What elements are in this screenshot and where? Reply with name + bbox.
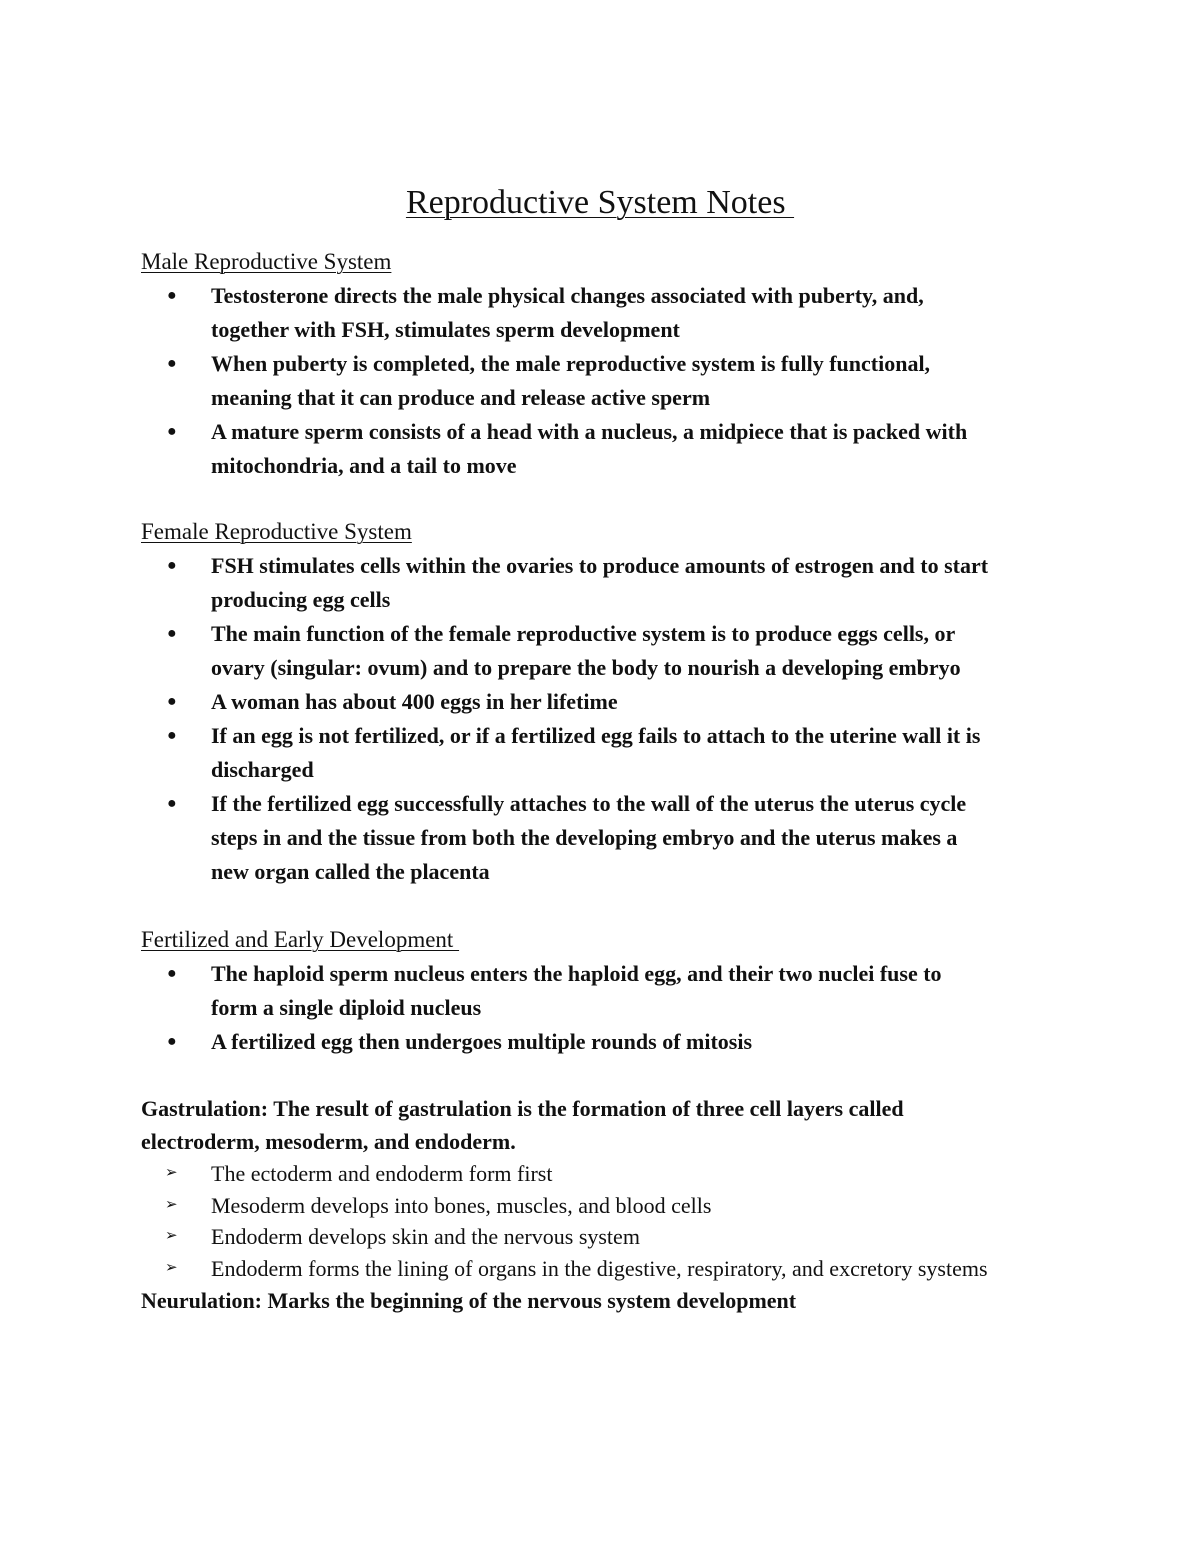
- section-heading: Fertilized and Early Development: [141, 927, 460, 952]
- list-item: [141, 719, 988, 787]
- line: discharged: [211, 757, 314, 782]
- list-item: [141, 279, 967, 347]
- list-item: ➢ Endoderm forms the lining of organs in the digestive, respiratory, and excretory systems: [141, 1253, 988, 1285]
- list-item: [141, 415, 967, 483]
- line: together with FSH, stimulates sperm development: [211, 317, 680, 342]
- section-fertilized: [141, 923, 942, 1059]
- line: ● The haploid sperm nucleus enters the haploid egg, and their two nuclei fuse to: [211, 961, 942, 986]
- line: ovary (singular: ovum) and to prepare the body to nourish a developing embryo: [211, 655, 961, 680]
- list-item: ➢ Endoderm develops skin and the nervous system: [141, 1221, 988, 1253]
- line: Gastrulation: The result of gastrulation is the formation of three cell layers called: [141, 1096, 904, 1121]
- line: meaning that it can produce and release active sperm: [211, 385, 711, 410]
- list-item: ➢ The ectoderm and endoderm form first: [141, 1158, 988, 1190]
- neurulation-paragraph: Neurulation: Marks the beginning of the nervous system development: [141, 1288, 797, 1313]
- list-item: [141, 549, 988, 617]
- line: ● Testosterone directs the male physical changes associated with puberty, and,: [211, 283, 924, 308]
- line: new organ called the placenta: [211, 859, 490, 884]
- line: ● When puberty is completed, the male reproductive system is fully functional,: [211, 351, 931, 376]
- list-item: [141, 685, 988, 719]
- line: steps in and the tissue from both the developing embryo and the uterus makes a: [211, 825, 958, 850]
- section-male: [141, 245, 967, 483]
- line: producing egg cells: [211, 587, 391, 612]
- section-female: [141, 515, 988, 889]
- list-item: [141, 347, 967, 415]
- list-item: [141, 957, 942, 1025]
- section-heading: Male Reproductive System: [141, 249, 392, 274]
- line: form a single diploid nucleus: [211, 995, 482, 1020]
- bullet-list: [141, 549, 988, 889]
- section-heading: Female Reproductive System: [141, 519, 412, 544]
- bullet-list: [141, 279, 967, 483]
- line: electroderm, mesoderm, and endoderm.: [141, 1129, 516, 1154]
- line: ● The main function of the female reproductive system is to produce eggs cells, or: [211, 621, 956, 646]
- title-text: Reproductive System Notes: [405, 184, 795, 221]
- page-title: [0, 184, 1200, 222]
- gastrulation-paragraph: [141, 1092, 988, 1158]
- list-item: ➢ Mesoderm develops into bones, muscles, and blood cells: [141, 1190, 988, 1222]
- line: ● A woman has about 400 eggs in her lifetime: [211, 689, 618, 714]
- section-gastrulation: [141, 1092, 988, 1317]
- line: ● A mature sperm consists of a head with a nucleus, a midpiece that is packed with: [211, 419, 968, 444]
- list-item: [141, 617, 988, 685]
- line: mitochondria, and a tail to move: [211, 453, 517, 478]
- line: ● A fertilized egg then undergoes multiple rounds of mitosis: [211, 1029, 753, 1054]
- list-item: [141, 787, 988, 889]
- line: ● If the fertilized egg successfully attaches to the wall of the uterus the uterus cycle: [211, 791, 967, 816]
- bullet-list: [141, 957, 942, 1059]
- line: ● FSH stimulates cells within the ovaries to produce amounts of estrogen and to start: [211, 553, 989, 578]
- line: ● If an egg is not fertilized, or if a fertilized egg fails to attach to the uterine wall it is: [211, 723, 981, 748]
- list-item: [141, 1025, 942, 1059]
- arrow-list: [141, 1158, 988, 1284]
